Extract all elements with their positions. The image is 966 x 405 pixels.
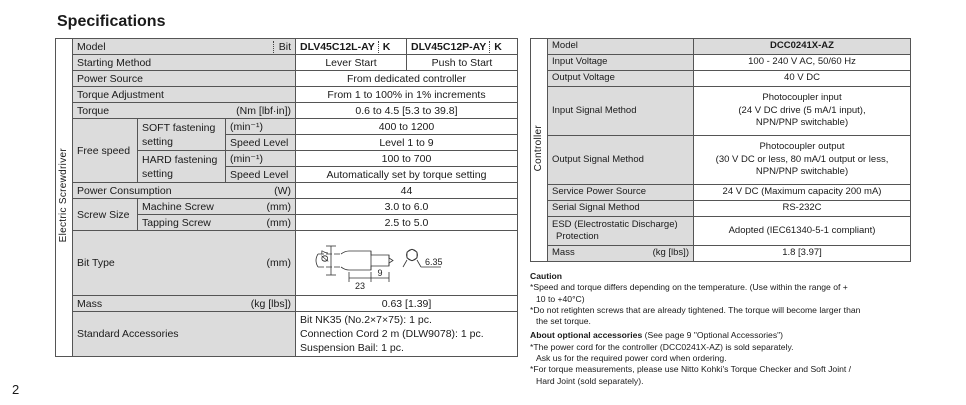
optional-note-cont: Hard Joint (sold separately).	[536, 375, 644, 386]
standard-accessories-label: Standard Accessories	[73, 312, 296, 357]
accessory-item: Bit NK35 (No.2×7×75): 1 pc.	[300, 314, 432, 326]
machine-screw-value: 3.0 to 6.0	[296, 199, 518, 215]
machine-screw-label: Machine Screw (mm)	[138, 199, 296, 215]
free-speed-label: Free speed	[73, 119, 138, 183]
dim-23: 23	[354, 281, 366, 291]
soft-rpm-unit: (min⁻¹)	[226, 119, 296, 135]
dim-diameter: Ø7	[320, 249, 330, 263]
controller-mass-label: Mass (kg [lbs])	[548, 246, 694, 262]
hard-rpm-value: 100 to 700	[296, 151, 518, 167]
service-power-value: 24 V DC (Maximum capacity 200 mA)	[694, 185, 911, 201]
power-consumption-value: 44	[296, 183, 518, 199]
input-voltage-value: 100 - 240 V AC, 50/60 Hz	[694, 55, 911, 71]
hard-setting-label: HARD fastening setting	[138, 151, 226, 183]
input-signal-label: Input Signal Method	[548, 87, 694, 136]
output-voltage-label: Output Voltage	[548, 71, 694, 87]
dim-635: 6.35	[425, 257, 443, 267]
accessory-item: Suspension Bail: 1 pc.	[300, 342, 404, 354]
optional-note-cont: Ask us for the required power cord when ordering.	[536, 353, 727, 364]
standard-accessories-list	[296, 312, 518, 357]
controller-spec-table	[530, 38, 911, 262]
output-signal-label: Output Signal Method	[548, 136, 694, 185]
accessory-item: Connection Cord 2 m (DLW9078): 1 pc.	[300, 328, 484, 340]
power-source-label: Power Source	[73, 71, 296, 87]
soft-rpm-value: 400 to 1200	[296, 119, 518, 135]
caution-heading: Caution	[530, 271, 562, 281]
bit-drawing	[296, 232, 516, 294]
starting-method-label: Starting Method	[73, 55, 296, 71]
esd-value: Adopted (IEC61340-5-1 compliant)	[694, 217, 911, 246]
input-signal-value: Photocoupler input (24 V DC drive (5 mA/1 input), NPN/PNP switchable)	[694, 87, 911, 136]
torque-value: 0.6 to 4.5 [5.3 to 39.8]	[296, 103, 518, 119]
starting-method-b: Push to Start	[407, 55, 518, 71]
controller-model-label: Model	[548, 39, 694, 55]
starting-method-a: Lever Start	[296, 55, 407, 71]
output-signal-value: Photocoupler output (30 V DC or less, 80 mA/1 output or less, NPN/PNP switchable)	[694, 136, 911, 185]
caution-note-cont: the set torque.	[536, 316, 591, 327]
mass-label: Mass (kg [lbs])	[73, 296, 296, 312]
tapping-screw-value: 2.5 to 5.0	[296, 215, 518, 231]
soft-level-value: Level 1 to 9	[296, 135, 518, 151]
hard-level-label: Speed Level	[226, 167, 296, 183]
torque-adjustment-label: Torque Adjustment	[73, 87, 296, 103]
torque-label: Torque (Nm [lbf·in])	[73, 103, 296, 119]
hard-level-value: Automatically set by torque setting	[296, 167, 518, 183]
mass-value: 0.63 [1.39]	[296, 296, 518, 312]
side-label-screwdriver: Electric Screwdriver	[56, 39, 73, 357]
controller-model-value: DCC0241X-AZ	[694, 39, 911, 55]
screw-size-label: Screw Size	[73, 199, 138, 231]
bit-type-label: Bit Type (mm)	[73, 231, 296, 296]
page-number: 2	[12, 382, 20, 397]
tapping-screw-label: Tapping Screw (mm)	[138, 215, 296, 231]
model-a: DLV45C12L-AY K	[296, 39, 407, 55]
hard-rpm-unit: (min⁻¹)	[226, 151, 296, 167]
model-b: DLV45C12P-AY K	[407, 39, 518, 55]
caution-note-cont: 10 to +40°C)	[536, 293, 585, 304]
service-power-label: Service Power Source	[548, 185, 694, 201]
controller-mass-value: 1.8 [3.97]	[694, 246, 911, 262]
caution-note: *Do not retighten screws that are already tightened. The torque will become larger than	[530, 304, 861, 315]
power-consumption-label: Power Consumption (W)	[73, 183, 296, 199]
model-row-label: Model Bit	[73, 39, 296, 55]
notes-block	[530, 271, 925, 387]
optional-note: *For torque measurements, please use Nitto Kohki's Torque Checker and Soft Joint /	[530, 364, 852, 375]
side-label-controller: Controller	[531, 39, 548, 262]
serial-signal-value: RS-232C	[694, 201, 911, 217]
bit-diagram	[296, 231, 518, 296]
serial-signal-label: Serial Signal Method	[548, 201, 694, 217]
soft-setting-label: SOFT fastening setting	[138, 119, 226, 151]
torque-adjustment-value: From 1 to 100% in 1% increments	[296, 87, 518, 103]
soft-level-label: Speed Level	[226, 135, 296, 151]
input-voltage-label: Input Voltage	[548, 55, 694, 71]
power-source-value: From dedicated controller	[296, 71, 518, 87]
esd-label: ESD (Electrostatic Discharge) Protection	[548, 217, 694, 246]
page-title: Specifications	[57, 13, 166, 30]
output-voltage-value: 40 V DC	[694, 71, 911, 87]
optional-heading: About optional accessories (See page 9 "Optional Accessories")	[530, 330, 784, 341]
dim-9: 9	[377, 268, 383, 278]
caution-note: *Speed and torque differs depending on the temperature. (Use within the range of +	[530, 282, 848, 293]
screwdriver-spec-table	[55, 38, 518, 357]
optional-note: *The power cord for the controller (DCC0241X-AZ) is sold separately.	[530, 341, 794, 352]
